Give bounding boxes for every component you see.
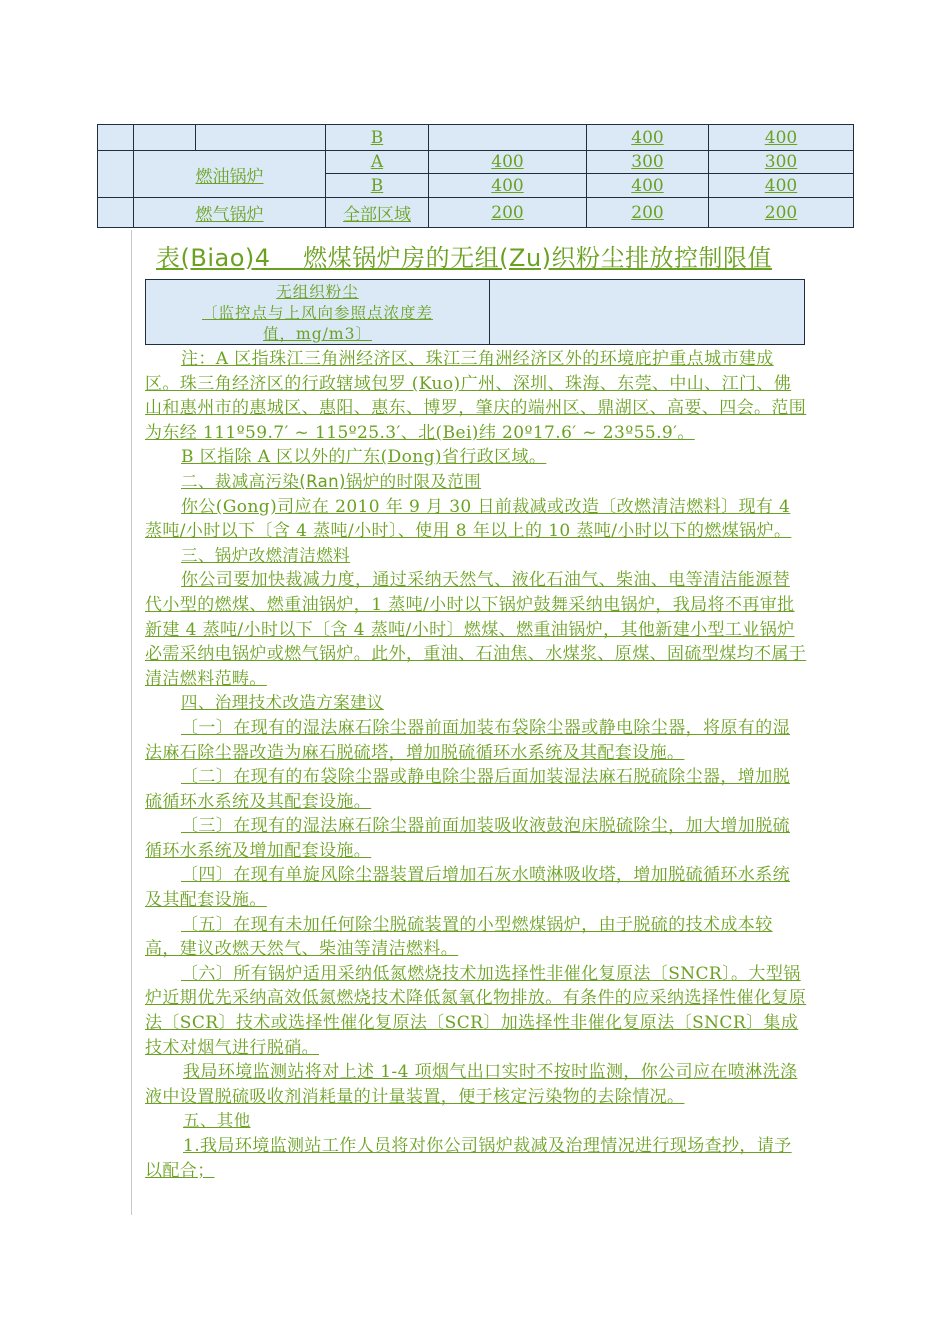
dust-limit-table <box>145 279 805 345</box>
table-cell: 400 <box>429 174 587 198</box>
table-row <box>98 198 854 228</box>
section-heading-5: 五、其他 <box>183 1111 251 1131</box>
table-cell: 全部区域 <box>326 198 429 228</box>
header-line: 〔监控点与上风向参照点浓度差 <box>201 304 433 322</box>
table-cell-gas-boiler: 燃气锅炉 <box>134 198 326 228</box>
paragraph: 〔五〕在现有未加任何除尘脱硫装置的小型燃煤锅炉，由于脱硫的技术成本较高，建议改燃天然气、柴油等清洁燃料。 <box>145 914 773 960</box>
header-line: 值，mg/m3〕 <box>263 325 372 343</box>
paragraph: 〔六〕所有锅炉适用采纳低氮燃烧技术加选择性非催化复原法〔SNCR〕。大型锅炉近期优先采纳高效低氮燃烧技术降低氮氧化物排放。有条件的应采纳选择性催化复原法〔SCR〕技术或选择性催化复原法〔SCR〕加选择性非催化复原法〔SNCR〕集成技术对烟气进行脱硝。 <box>145 963 807 1058</box>
table-row <box>98 125 854 151</box>
dust-limit-value-cell <box>490 280 804 344</box>
paragraph: 〔二〕在现有的布袋除尘器或静电除尘器后面加装湿法麻石脱硫除尘器，增加脱硫循环水系统及其配套设施。 <box>145 767 790 812</box>
paragraph: 〔三〕在现有的湿法麻石除尘器前面加装吸收液鼓泡床脱硫除尘，加大增加脱硫循环水系统及增加配套设施。 <box>145 816 790 861</box>
table-cell: 200 <box>429 198 587 228</box>
table-cell <box>429 125 587 151</box>
table-cell: B <box>326 174 429 198</box>
table-cell: 400 <box>709 125 854 151</box>
section-heading-4: 四、治理技术改造方案建议 <box>181 693 384 713</box>
document-body <box>145 347 807 1183</box>
table-cell: 200 <box>709 198 854 228</box>
table-cell: B <box>326 125 429 151</box>
dust-limit-header-cell <box>146 280 490 344</box>
emission-limits-table <box>97 124 854 228</box>
left-margin-rule <box>131 230 132 1215</box>
table-cell: 400 <box>587 125 709 151</box>
table-cell: A <box>326 151 429 174</box>
table-cell: 400 <box>587 174 709 198</box>
paragraph: 〔一〕在现有的湿法麻石除尘器前面加装布袋除尘器或静电除尘器，将原有的湿法麻石除尘器改造为麻石脱硫塔，增加脱硫循环水系统及其配套设施。 <box>145 717 790 763</box>
paragraph: 〔四〕在现有单旋风除尘器装置后增加石灰水喷淋吸收塔，增加脱硫循环水系统及其配套设施。 <box>145 865 790 911</box>
table-cell: 300 <box>587 151 709 174</box>
table-cell: 400 <box>709 174 854 198</box>
paragraph: 我局环境监测站将对上述 1-4 项烟气出口实时不按时监测，你公司应在喷淋洗涤液中设置脱硫吸收剂消耗量的计量装置，便于核定污染物的去除情况。 <box>145 1062 798 1107</box>
table-cell-oil-boiler: 燃油锅炉 <box>134 151 326 198</box>
table-cell: 400 <box>429 151 587 174</box>
paragraph: 1.我局环境监测站工作人员将对你公司锅炉裁减及治理情况进行现场查抄，请予以配合； <box>145 1136 792 1181</box>
paragraph: 你公司要加快裁减力度，通过采纳天然气、液化石油气、柴油、电等清洁能源替代小型的燃煤、燃重油锅炉，1 蒸吨/小时以下锅炉鼓舞采纳电锅炉，我局将不再审批新建 4 蒸吨/小时以下〔含 4 蒸吨/小时〕燃煤、燃重油锅炉，其他新建小型工业锅炉必需采纳电锅炉或燃气锅炉。此外，重油、石油焦、水煤浆、原煤、固硫型煤均不属于清洁燃料范畴。 <box>145 570 807 689</box>
note-paragraph: 注：A 区指珠江三角洲经济区、珠江三角洲经济区外的环境庇护重点城市建成区。珠三角经济区的行政辖域包罗 (Kuo)广州、深圳、珠海、东莞、中山、江门、佛山和惠州市的惠城区、惠阳、惠东、博罗，肇庆的端州区、鼎湖区、高要、四会。范围为东经 111º59.7′ ~ 115º25.3′、北(Bei)纬 20º17.6′ ~ 23º55.9′。 <box>145 349 807 443</box>
table-cell: 300 <box>709 151 854 174</box>
b-zone-paragraph: B 区指除 A 区以外的广东(Dong)省行政区域。 <box>181 447 547 468</box>
table-row <box>98 151 854 174</box>
header-line: 无组织粉尘 <box>276 283 359 301</box>
table-cell: 200 <box>587 198 709 228</box>
section-heading-3: 三、锅炉改燃清洁燃料 <box>181 545 350 565</box>
table4-title: 表(Biao)4 燃煤锅炉房的无组(Zu)织粉尘排放控制限值 <box>156 244 773 272</box>
paragraph: 你公(Gong)司应在 2010 年 9 月 30 日前裁减或改造〔改燃清洁燃料〕现有 4 蒸吨/小时以下〔含 4 蒸吨/小时〕、使用 8 年以上的 10 蒸吨/小时以下的燃煤锅炉。 <box>145 496 792 542</box>
section-heading-2: 二、裁减高污染(Ran)锅炉的时限及范围 <box>181 471 482 491</box>
